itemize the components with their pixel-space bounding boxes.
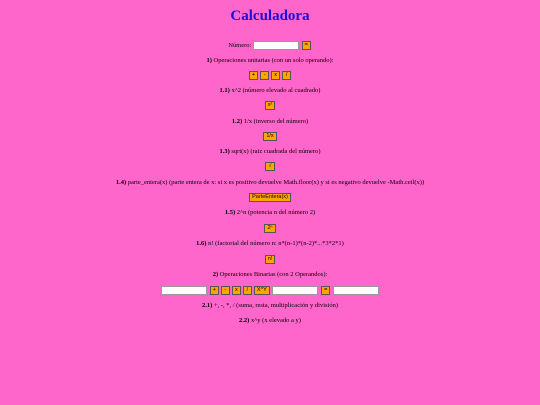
op-1-2-row: [0, 132, 540, 141]
unary-subtract-button[interactable]: -: [260, 71, 269, 80]
op-1-3-desc: [0, 148, 540, 156]
result-output[interactable]: [333, 286, 379, 295]
binary-ops-row: [0, 286, 540, 295]
second-operand-input[interactable]: [272, 286, 318, 295]
sqrt-button[interactable]: √: [265, 162, 274, 171]
square-button[interactable]: x²: [265, 101, 276, 110]
op-number: 1.3): [219, 148, 230, 155]
op-text: x^2 (número elevado al cuadrado): [231, 87, 321, 94]
op-1-6-desc: [0, 240, 540, 248]
binary-equals-button[interactable]: =: [321, 286, 330, 295]
op-text: 1/x (inverso del número): [243, 118, 309, 125]
binary-subtract-button[interactable]: -: [221, 286, 230, 295]
op-number: 2.1): [202, 302, 213, 309]
op-text: +, -, *, / (suma, resta, multiplicación y división): [213, 302, 338, 309]
page-title: Calculadora: [230, 8, 310, 24]
unary-ops-row: [0, 71, 540, 80]
op-2-1-desc: [0, 302, 540, 310]
section-number: 1): [206, 57, 212, 64]
section-unary-heading: [0, 57, 540, 65]
unary-add-button[interactable]: +: [249, 71, 258, 80]
integer-part-button[interactable]: ParteEntera(x): [249, 193, 291, 202]
unary-divide-button[interactable]: /: [282, 71, 291, 80]
first-operand-input[interactable]: [161, 286, 207, 295]
op-1-2-desc: [0, 118, 540, 126]
op-1-1-row: [0, 101, 540, 110]
op-text: x^y (x elevado a y): [250, 317, 301, 324]
op-2-2-desc: [0, 317, 540, 325]
section-text: Operaciones Binarias (con 2 Operandos):: [219, 271, 328, 278]
op-1-5-desc: [0, 209, 540, 217]
op-number: 1.4): [115, 179, 127, 186]
binary-power-button[interactable]: X^Y: [254, 286, 270, 295]
section-text: Operaciones unitarias (con un solo operando):: [213, 57, 334, 64]
number-label: Número:: [228, 41, 252, 49]
number-row: [0, 41, 540, 50]
unary-multiply-button[interactable]: x: [271, 71, 280, 80]
section-binary-heading: [0, 271, 540, 279]
op-number: 1.5): [224, 209, 236, 216]
op-number: 2.2): [239, 317, 250, 324]
number-input[interactable]: [253, 41, 299, 50]
binary-add-button[interactable]: +: [210, 286, 219, 295]
binary-divide-button[interactable]: /: [243, 286, 252, 295]
power-of-two-button[interactable]: 2ⁿ: [264, 224, 275, 233]
op-1-4-row: [0, 193, 540, 202]
binary-multiply-button[interactable]: x: [232, 286, 241, 295]
op-text: n! (factorial del número n: n*(n-1)*(n-2)*...*3*2*1): [208, 240, 344, 247]
op-number: 1.1): [219, 87, 230, 94]
inverse-button[interactable]: 1/x: [263, 132, 276, 141]
op-number: 1.6): [196, 240, 207, 247]
op-1-6-row: [0, 255, 540, 264]
op-text: 2^n (potencia n del número 2): [236, 209, 316, 216]
op-1-5-row: [0, 224, 540, 233]
op-number: 1.2): [231, 118, 243, 125]
op-1-3-row: [0, 162, 540, 171]
op-text: parte_entera(x) (parte entera de x: si x es positivo devuelve Math.floor(x) y si es negativo devuelve -Math.ceil(x)): [127, 179, 425, 186]
section-number: 2): [212, 271, 219, 278]
factorial-button[interactable]: n!: [265, 255, 276, 264]
op-text: sqrt(x) (raiz cuadrada del número): [231, 148, 321, 155]
op-1-1-desc: [0, 87, 540, 95]
op-1-4-desc: [0, 179, 540, 187]
number-equals-button[interactable]: =: [302, 41, 311, 50]
